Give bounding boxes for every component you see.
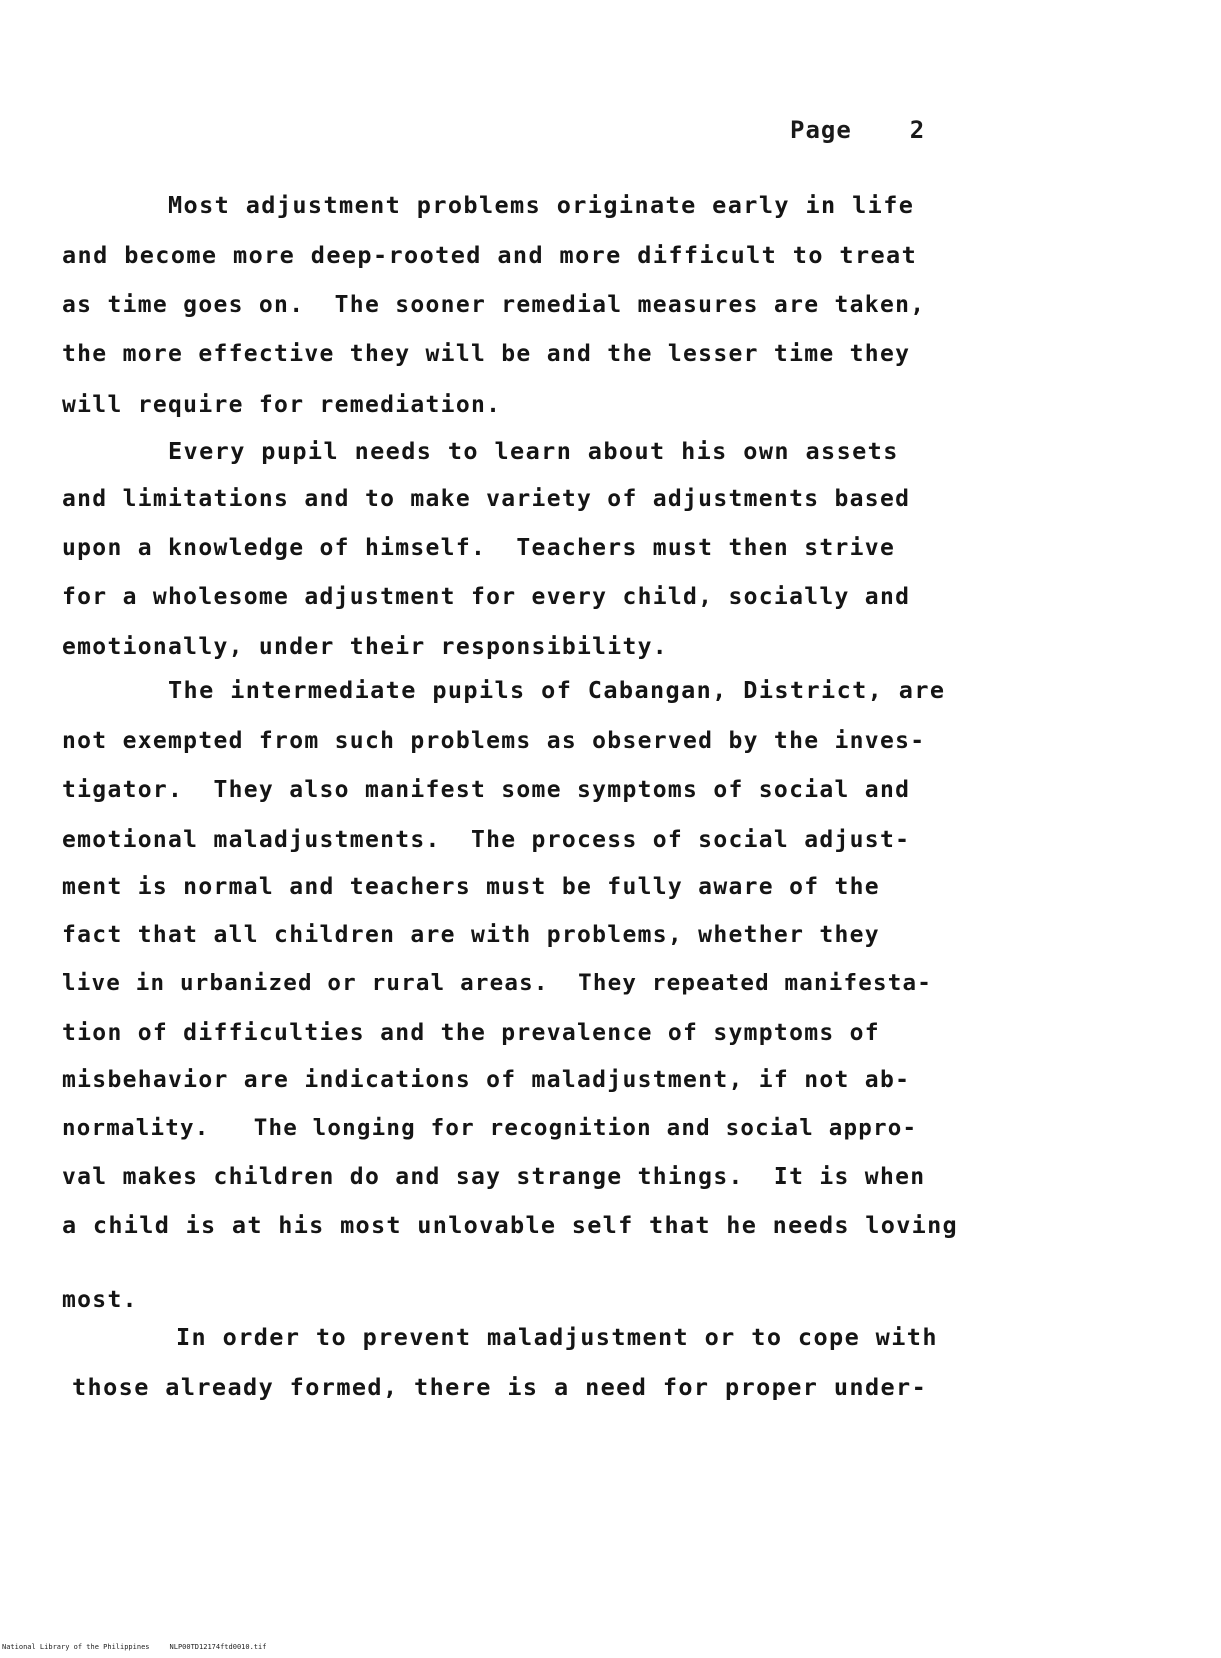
text-line: upon a knowledge of himself. Teachers must then strive	[62, 535, 896, 561]
text-line: In order to prevent maladjustment or to cope with	[176, 1323, 938, 1351]
text-line: for a wholesome adjustment for every child, socially and	[62, 584, 911, 610]
text-line: misbehavior are indications of maladjustment, if not ab-	[62, 1067, 911, 1093]
text-line: fact that all children are with problems, whether they	[62, 922, 880, 948]
scan-filename: NLP00TD12174ftd0010.tif	[169, 1643, 267, 1651]
text-line: and become more deep-rooted and more difficult to treat	[62, 241, 918, 269]
text-line: not exempted from such problems as observed by the inves-	[62, 728, 926, 754]
text-line: Every pupil needs to learn about his own assets	[168, 437, 899, 465]
page-label: Page	[790, 116, 852, 144]
text-line: a child is at his most unlovable self that he needs loving	[62, 1211, 958, 1239]
text-line: ment is normal and teachers must be fully aware of the	[62, 874, 880, 900]
text-line: Most adjustment problems originate early in life	[168, 191, 915, 219]
page-number: 2	[909, 116, 926, 144]
text-line: emotionally, under their responsibility.	[62, 634, 668, 660]
text-line: The intermediate pupils of Cabangan, District, are	[168, 676, 946, 704]
text-line: normality. The longing for recognition and social appro-	[62, 1115, 918, 1141]
page-header	[790, 116, 925, 144]
scan-footer	[2, 1643, 266, 1651]
text-line: those already formed, there is a need for proper under-	[72, 1373, 928, 1401]
text-line: val makes children do and say strange things. It is when	[62, 1164, 926, 1190]
text-line: as time goes on. The sooner remedial measures are taken,	[62, 292, 926, 318]
text-line: tion of difficulties and the prevalence of symptoms of	[62, 1020, 880, 1046]
text-line: live in urbanized or rural areas. They repeated manifesta-	[62, 970, 933, 996]
text-line: will require for remediation.	[62, 392, 502, 418]
text-line: the more effective they will be and the lesser time they	[62, 341, 911, 367]
library-credit: National Library of the Philippines	[2, 1643, 150, 1651]
text-line: and limitations and to make variety of adjustments based	[62, 486, 911, 512]
text-line: most.	[62, 1287, 138, 1313]
text-line: emotional maladjustments. The process of social adjust-	[62, 827, 911, 853]
text-line: tigator. They also manifest some symptoms of social and	[62, 777, 911, 803]
